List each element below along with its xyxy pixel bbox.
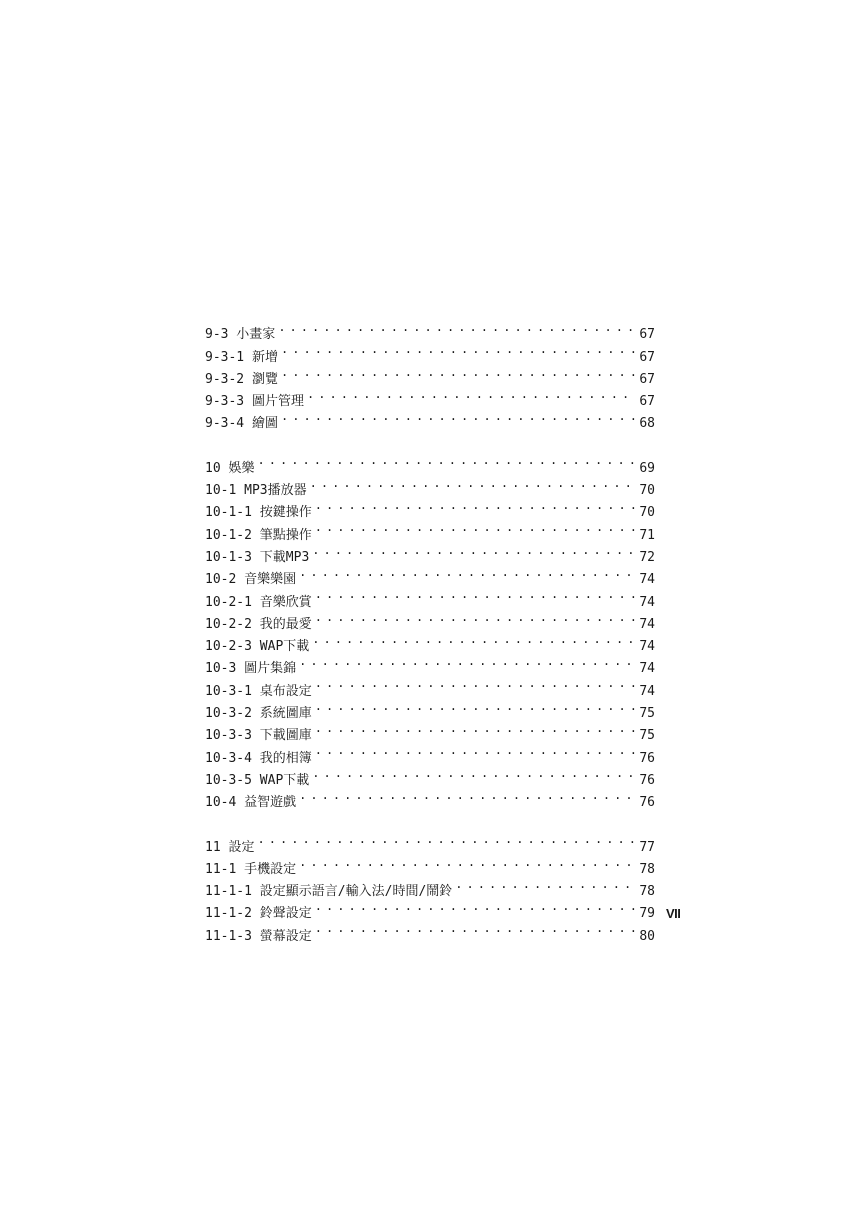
toc-group-11 <box>205 828 655 944</box>
dot-leader <box>281 338 635 360</box>
dot-leader <box>299 851 635 873</box>
toc-entry-label: 11-1 手機設定 <box>205 861 297 877</box>
toc-entry-page: 74 <box>639 683 655 699</box>
toc-entry-label: 10-1 MP3播放器 <box>205 483 307 499</box>
toc-entry-label: 10-1-1 按鍵操作 <box>205 505 312 521</box>
dot-leader <box>299 650 635 672</box>
toc-entry-page: 78 <box>639 861 655 877</box>
dot-leader <box>315 717 635 739</box>
toc-entry-page: 67 <box>639 394 655 410</box>
dot-leader <box>315 672 635 694</box>
toc-entry-label: 10 娛樂 <box>205 460 255 476</box>
toc-entry-label: 10-2-3 WAP下載 <box>205 639 310 655</box>
toc-entry <box>205 472 655 499</box>
toc-entry-page: 70 <box>639 505 655 521</box>
toc-entry-label: 9-3-3 圖片管理 <box>205 394 304 410</box>
dot-leader <box>281 361 635 383</box>
toc-entry-label: 11-1-1 設定顯示語言/輸入法/時間/鬧鈴 <box>205 884 453 900</box>
dot-leader <box>315 516 635 538</box>
toc-entry-page: 77 <box>639 839 655 855</box>
toc-entry-label: 10-2-1 音樂欣賞 <box>205 594 312 610</box>
dot-leader <box>299 561 635 583</box>
toc-entry-page: 76 <box>639 795 655 811</box>
toc-entry-label: 10-3-5 WAP下載 <box>205 772 310 788</box>
dot-leader <box>315 695 635 717</box>
dot-leader <box>315 739 635 761</box>
toc-entry-page: 76 <box>639 750 655 766</box>
toc-entry-label: 10-3-3 下載圖庫 <box>205 728 312 744</box>
toc-entry-page: 74 <box>639 661 655 677</box>
toc-entry-page: 68 <box>639 416 655 432</box>
toc-entry-page: 69 <box>639 460 655 476</box>
dot-leader <box>312 539 635 561</box>
dot-leader <box>312 628 635 650</box>
toc-entry-label: 9-3-2 瀏覽 <box>205 371 278 387</box>
toc-entry-page: 79 <box>639 906 655 922</box>
toc-group-9-3 <box>205 316 655 432</box>
toc-entry-label: 11 設定 <box>205 839 255 855</box>
toc-entry <box>205 449 655 476</box>
toc-entry-label: 10-3 圖片集錦 <box>205 661 297 677</box>
toc-entry-label: 10-3-2 系統圖庫 <box>205 706 312 722</box>
toc-entry-label: 9-3-1 新增 <box>205 349 278 365</box>
dot-leader <box>315 583 635 605</box>
toc-entry-page: 72 <box>639 549 655 565</box>
toc-entry-page: 71 <box>639 527 655 543</box>
toc-entry-page: 74 <box>639 616 655 632</box>
toc-entry-label: 10-3-4 我的相簿 <box>205 750 312 766</box>
dot-leader <box>315 606 635 628</box>
toc-entry-page: 78 <box>639 884 655 900</box>
toc-entry-label: 10-3-1 桌布設定 <box>205 683 312 699</box>
toc-entry-label: 11-1-2 鈴聲設定 <box>205 906 312 922</box>
table-of-contents <box>205 316 655 944</box>
toc-entry-label: 10-1-3 下載MP3 <box>205 549 310 565</box>
toc-entry <box>205 851 655 877</box>
toc-entry-label: 9-3 小畫家 <box>205 327 276 343</box>
toc-entry-page: 70 <box>639 483 655 499</box>
toc-entry-page: 74 <box>639 639 655 655</box>
dot-leader <box>257 449 635 471</box>
toc-entry <box>205 828 655 855</box>
toc-entry-page: 76 <box>639 772 655 788</box>
toc-entry-page: 75 <box>639 706 655 722</box>
dot-leader <box>278 316 635 338</box>
toc-entry-page: 67 <box>639 349 655 365</box>
page-number: VII <box>666 906 681 921</box>
toc-entry-label: 10-1-2 筆點操作 <box>205 527 312 543</box>
toc-entry-label: 10-4 益智遊戲 <box>205 795 297 811</box>
toc-entry-page: 67 <box>639 371 655 387</box>
toc-entry-page: 74 <box>639 594 655 610</box>
toc-entry-page: 75 <box>639 728 655 744</box>
dot-leader <box>307 383 635 405</box>
dot-leader <box>455 873 635 895</box>
dot-leader <box>315 917 635 939</box>
dot-leader <box>257 828 635 850</box>
dot-leader <box>315 494 635 516</box>
toc-entry-page: 67 <box>639 327 655 343</box>
toc-entry-page: 74 <box>639 572 655 588</box>
dot-leader <box>315 895 635 917</box>
dot-leader <box>310 472 635 494</box>
toc-group-10 <box>205 449 655 811</box>
toc-entry-label: 11-1-3 螢幕設定 <box>205 928 312 944</box>
dot-leader <box>299 784 635 806</box>
toc-entry-label: 10-2 音樂樂園 <box>205 572 297 588</box>
toc-entry <box>205 316 655 343</box>
dot-leader <box>312 762 635 784</box>
toc-entry-label: 9-3-4 繪圖 <box>205 416 278 432</box>
toc-entry-page: 80 <box>639 928 655 944</box>
dot-leader <box>281 405 635 427</box>
toc-entry-label: 10-2-2 我的最愛 <box>205 616 312 632</box>
